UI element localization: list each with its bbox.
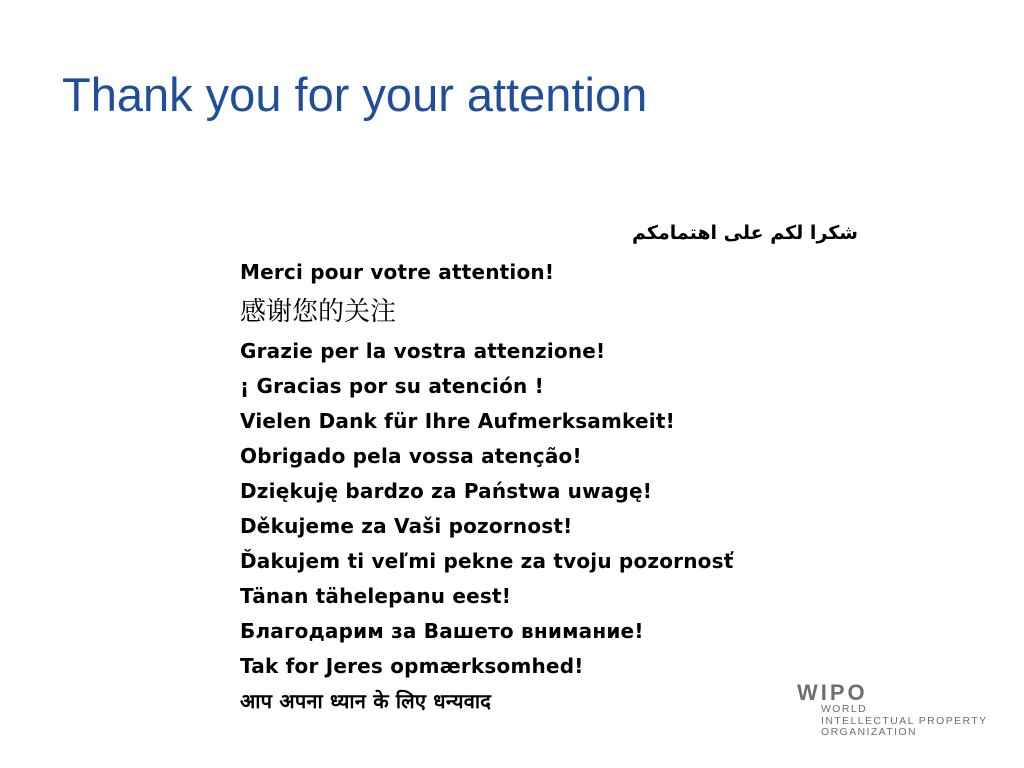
thanks-italian: Grazie per la vostra attenzione! [240, 339, 606, 363]
thanks-danish: Tak for Jeres opmærksomhed! [240, 654, 584, 678]
thanks-spanish: ¡ Gracias por su atención ! [240, 374, 544, 398]
thanks-german: Vielen Dank für Ihre Aufmerksamkeit! [240, 409, 675, 433]
thanks-bulgarian: Благодарим за Вашето внимание! [240, 619, 644, 643]
wipo-wordmark: WIPO [797, 680, 868, 705]
thanks-polish: Dziękuję bardzo za Państwa uwagę! [240, 479, 653, 503]
thanks-chinese: 感谢您的关注 [240, 297, 397, 327]
wipo-line-organization: ORGANIZATION [821, 726, 917, 738]
thanks-french: Merci pour votre attention! [240, 260, 555, 284]
thanks-list [240, 255, 733, 719]
thanks-slovak: Ďakujem ti veľmi pekne za tvoju pozornosť [240, 549, 734, 573]
thanks-arabic: شكرا لكم على اهتمامكم [632, 222, 858, 244]
wipo-logo [797, 682, 988, 739]
thanks-hindi: आप अपना ध्यान के लिए धन्यवाद [240, 689, 492, 713]
wipo-line-world: WORLD [821, 703, 868, 715]
thanks-estonian: Tänan tähelepanu eest! [240, 584, 512, 608]
wipo-line-intellectual-property: INTELLECTUAL PROPERTY [821, 714, 988, 727]
thanks-portuguese: Obrigado pela vossa atenção! [240, 444, 582, 468]
thanks-czech: Děkujeme za Vaši pozornost! [240, 514, 573, 538]
slide-title: Thank you for your attention [62, 68, 648, 121]
